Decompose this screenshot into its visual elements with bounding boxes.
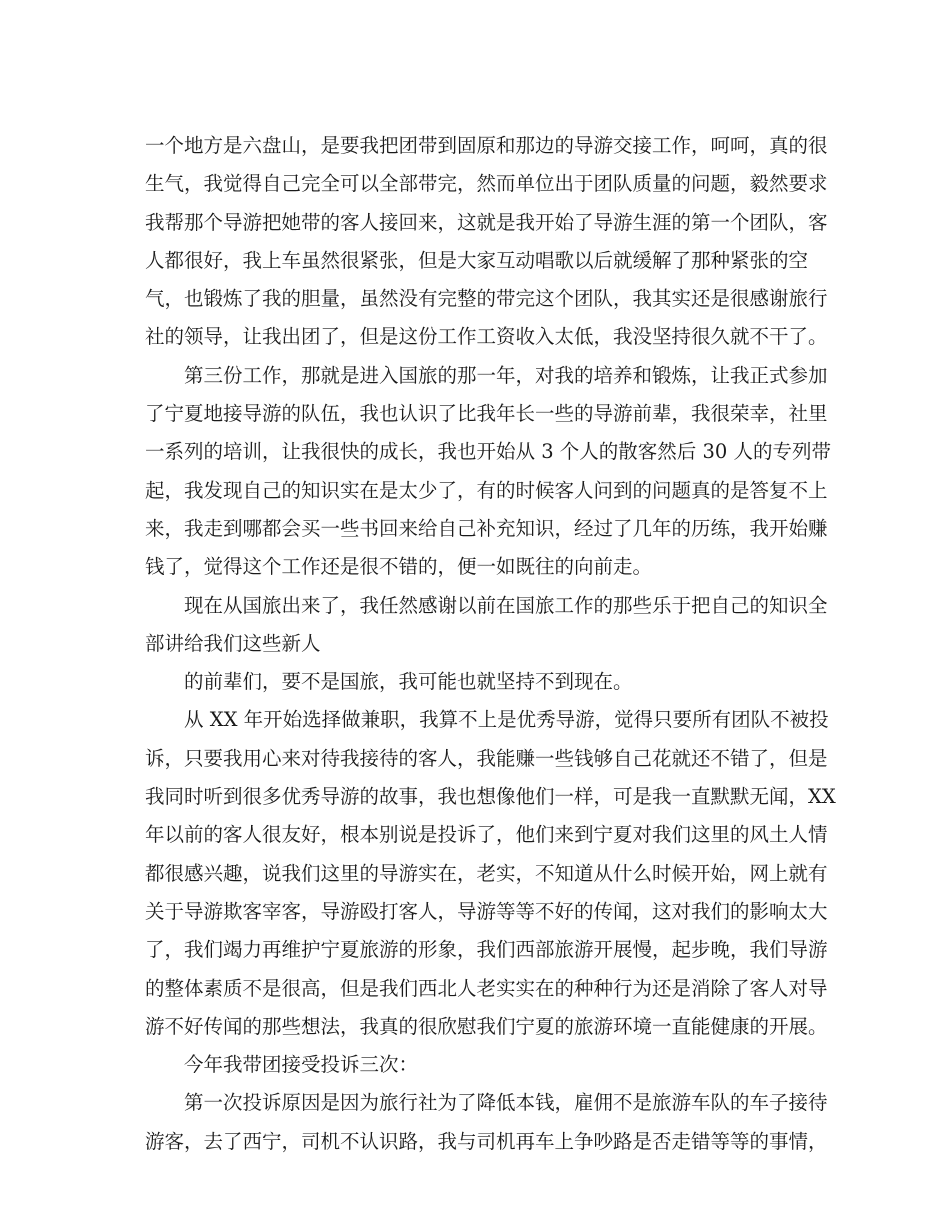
paragraph [145,587,828,664]
paragraph [145,357,832,587]
text-line: 我同时听到很多优秀导游的故事，我也想像他们一样，可是我一直默默无闻，XX [145,785,836,809]
paragraph [145,1046,805,1084]
text-line: 的整体素质不是很高，但是我们西北人老实实在的种种行为还是消除了客人对导 [145,976,828,1000]
text-line: 年以前的客人很友好，根本别说是投诉了，他们来到宁夏对我们这里的风土人情 [145,823,828,847]
text-line: 钱了，觉得这个工作还是很不错的，便一如既往的向前走。 [145,555,653,579]
text-line: 我帮那个导游把她带的客人接回来，这就是我开始了导游生涯的第一个团队，客 [145,210,828,234]
text-line: 游不好传闻的那些想法，我真的很欣慰我们宁夏的旅游环境一直能健康的开展。 [145,1014,828,1038]
document-body [145,127,836,1161]
text-line: 起，我发现自己的知识实在是太少了，有的时候客人问到的问题真的是答复不上 [145,478,828,502]
text-line: 部讲给我们这些新人 [145,631,321,655]
text-line: 社的领导，让我出团了，但是这份工作工资收入太低，我没坚持很久就不干了。 [145,325,828,349]
text-line: 来，我走到哪都会买一些书回来给自己补充知识，经过了几年的历练，我开始赚 [145,516,828,540]
text-line: 了宁夏地接导游的队伍，我也认识了比我年长一些的导游前辈，我很荣幸，社里 [145,402,828,426]
text-line: 第一次投诉原因是因为旅行社为了降低本钱，雇佣不是旅游车队的车子接待 [184,1091,828,1115]
text-line: 从 XX 年开始选择做兼职，我算不上是优秀导游，觉得只要所有团队不被投 [184,708,829,732]
text-line: 现在从国旅出来了，我任然感谢以前在国旅工作的那些乐于把自己的知识全 [184,593,828,617]
text-line: 了，我们竭力再维护宁夏旅游的形象，我们西部旅游开展慢，起步晚，我们导游 [145,938,828,962]
text-line: 生气，我觉得自己完全可以全部带完，然而单位出于团队质量的问题，毅然要求 [145,172,828,196]
text-line: 今年我带团接受投诉三次： [184,1053,419,1077]
paragraph [145,701,836,1046]
text-line: 气，也锻炼了我的胆量，虽然没有完整的带完这个团队，我其实还是很感谢旅行 [145,287,828,311]
text-line: 诉，只要我用心来对待我接待的客人，我能赚一些钱够自己花就还不错了，但是 [145,746,828,770]
text-line: 一系列的培训，让我很快的成长，我也开始从 3 个人的散客然后 30 人的专列带 [145,440,832,464]
text-line: 的前辈们，要不是国旅，我可能也就坚持不到现在。 [184,670,633,694]
paragraph [145,127,828,357]
text-line: 第三份工作，那就是进入国旅的那一年，对我的培养和锻炼，让我正式参加 [184,363,828,387]
text-line: 人都很好，我上车虽然很紧张，但是大家互动唱歌以后就缓解了那种紧张的空 [145,248,809,272]
text-line: 游客，去了西宁，司机不认识路，我与司机再车上争吵路是否走错等等的事情， [145,1129,828,1153]
paragraph [145,663,805,701]
paragraph [145,1084,828,1161]
text-line: 都很感兴趣，说我们这里的导游实在，老实，不知道从什么时候开始，网上就有 [145,861,828,885]
text-line: 关于导游欺客宰客，导游殴打客人，导游等等不好的传闻，这对我们的影响太大 [145,899,828,923]
text-line: 一个地方是六盘山，是要我把团带到固原和那边的导游交接工作，呵呵，真的很 [145,134,828,157]
